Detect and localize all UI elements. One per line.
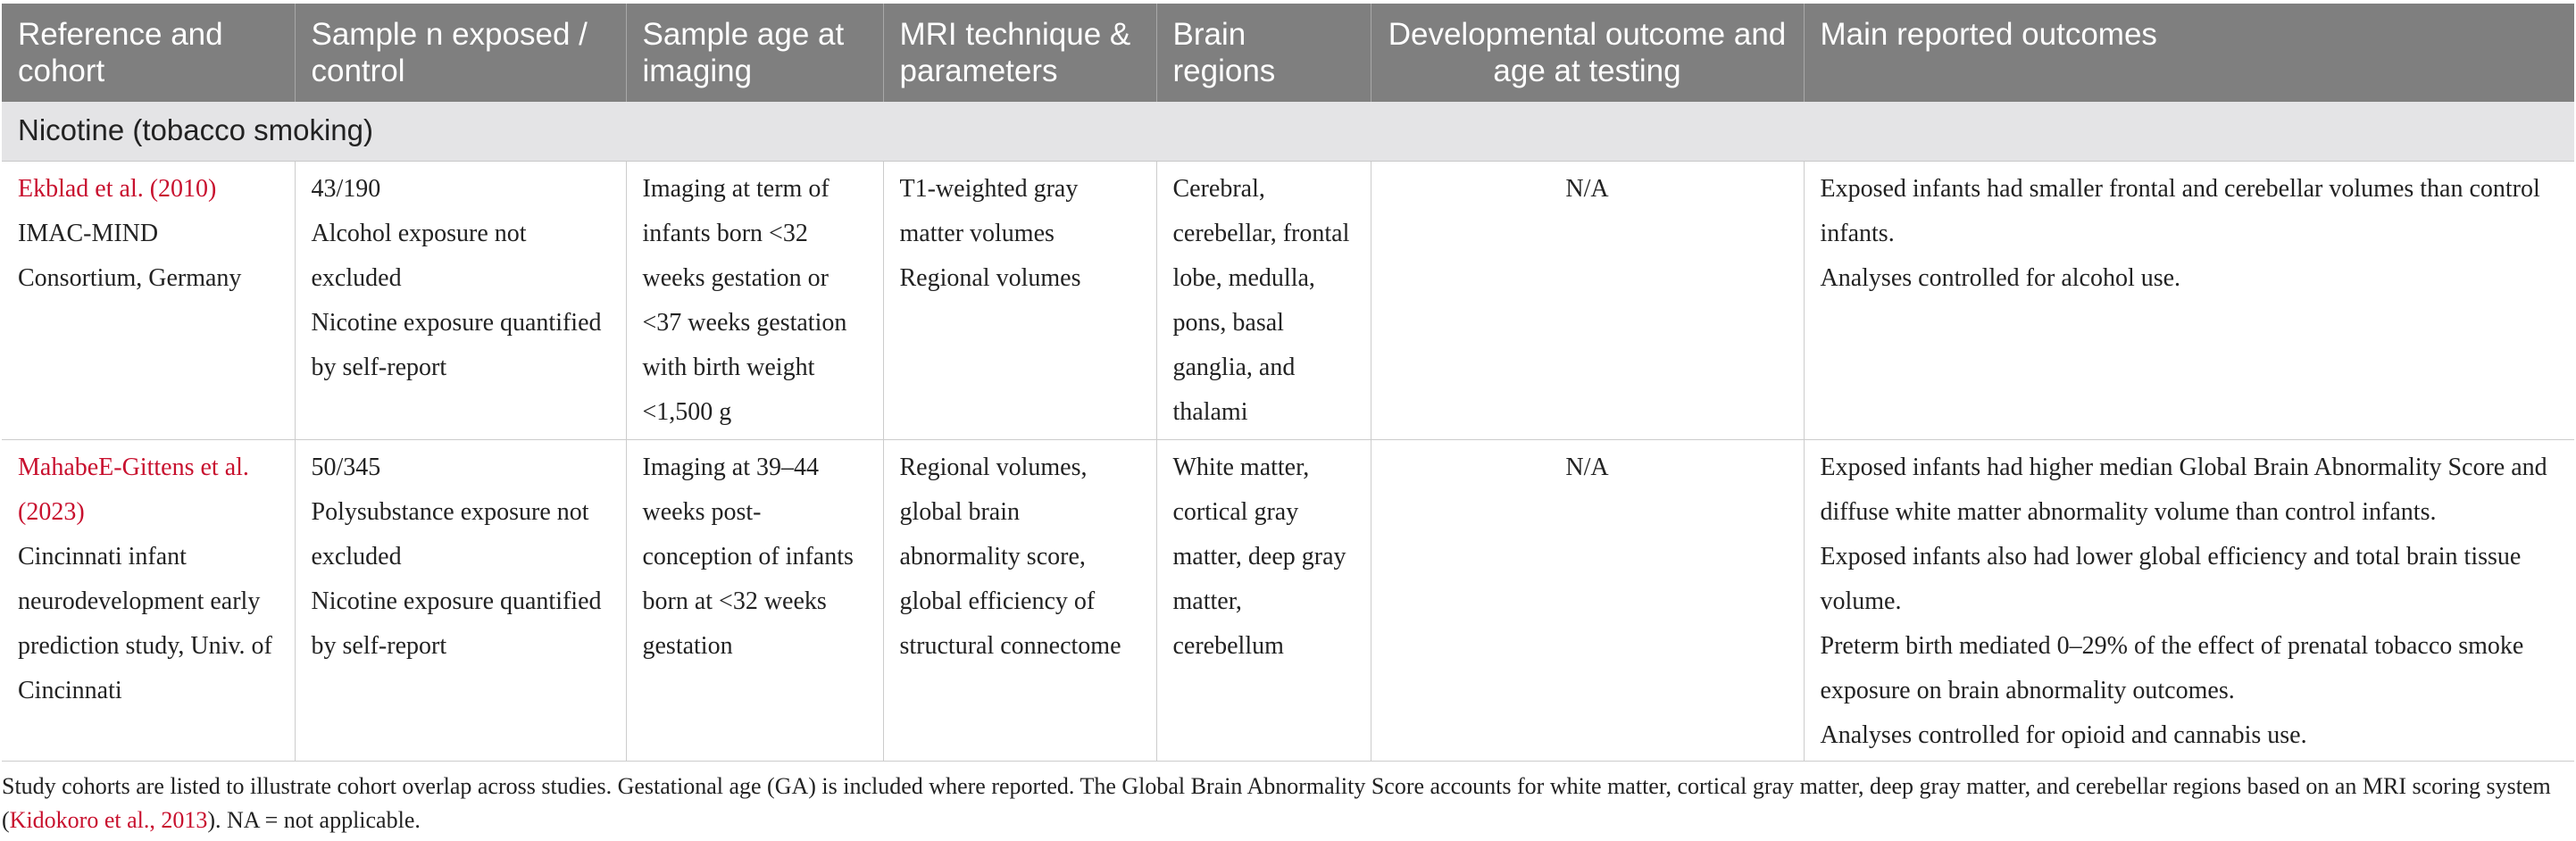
reference-link[interactable]: Ekblad et al. (2010) xyxy=(18,174,217,203)
section-row xyxy=(2,102,2574,161)
mri-line: Regional volumes xyxy=(899,263,1081,292)
column-header-reference: Reference and cohort xyxy=(2,4,295,102)
developmental-cell: N/A xyxy=(1371,161,1804,439)
column-header-outcomes: Main reported outcomes xyxy=(1804,4,2574,102)
sample-line: Nicotine exposure quantified by self-report xyxy=(311,308,602,381)
column-header-mri: MRI technique & parameters xyxy=(883,4,1156,102)
mri-line: T1-weighted gray matter volumes xyxy=(899,174,1079,247)
outcome-line: Preterm birth mediated 0–29% of the effect of prenatal tobacco smoke exposure on brain abnormality outcomes. xyxy=(1820,631,2524,704)
outcome-line: Analyses controlled for opioid and cannabis use. xyxy=(1820,720,2307,749)
sample-cell xyxy=(295,161,626,439)
header-row xyxy=(2,4,2574,102)
outcome-line: Exposed infants also had lower global efficiency and total brain tissue volume. xyxy=(1820,542,2522,615)
table-footnote xyxy=(2,770,2572,837)
outcome-line: Exposed infants had higher median Global Brain Abnormality Score and diffuse white matter abnormality volume than control infants. xyxy=(1820,453,2547,526)
column-header-developmental: Developmental outcome and age at testing xyxy=(1371,4,1804,102)
sample-line: Polysubstance exposure not excluded xyxy=(311,497,589,570)
reference-link[interactable]: MahabeE-Gittens et al. (2023) xyxy=(18,453,249,526)
column-header-regions: Brain regions xyxy=(1156,4,1371,102)
reference-cell xyxy=(2,439,295,761)
sample-cell xyxy=(295,439,626,761)
footnote-citation-link[interactable]: Kidokoro et al., 2013 xyxy=(9,807,208,833)
mri-cell xyxy=(883,439,1156,761)
table-row xyxy=(2,439,2574,761)
column-header-sample: Sample n exposed / control xyxy=(295,4,626,102)
mri-cell xyxy=(883,161,1156,439)
mri-line: Regional volumes, global brain abnormality score, global efficiency of structural connectome xyxy=(899,453,1121,660)
column-header-age: Sample age at imaging xyxy=(626,4,883,102)
outcomes-cell xyxy=(1804,439,2574,761)
outcome-line: Exposed infants had smaller frontal and cerebellar volumes than control infants. xyxy=(1820,174,2540,247)
section-title: Nicotine (tobacco smoking) xyxy=(2,102,2574,161)
footnote-text-after: ). NA = not applicable. xyxy=(207,807,421,833)
sample-line: Alcohol exposure not excluded xyxy=(311,219,527,292)
age-cell: Imaging at 39–44 weeks post-conception of infants born at <32 weeks gestation xyxy=(626,439,883,761)
outcomes-cell xyxy=(1804,161,2574,439)
cohort-text: IMAC-MIND Consortium, Germany xyxy=(18,219,242,292)
regions-cell: Cerebral, cerebellar, frontal lobe, medulla, pons, basal ganglia, and thalami xyxy=(1156,161,1371,439)
reference-cell xyxy=(2,161,295,439)
study-table xyxy=(2,4,2574,762)
cohort-text: Cincinnati infant neurodevelopment early prediction study, Univ. of Cincinnati xyxy=(18,542,272,704)
footnote-text-before: Study cohorts are listed to illustrate cohort overlap across studies. Gestational age (GA) is included where reported. The Global Brain Abnormality Score accounts for white matter, cortical gray matter, deep gray matter, and cerebellar regions based on an MRI scoring system ( xyxy=(2,773,2551,833)
sample-line: 50/345 xyxy=(311,453,381,481)
sample-line: Nicotine exposure quantified by self-report xyxy=(311,587,602,660)
developmental-cell: N/A xyxy=(1371,439,1804,761)
table-row xyxy=(2,161,2574,439)
sample-line: 43/190 xyxy=(311,174,381,203)
outcome-line: Analyses controlled for alcohol use. xyxy=(1820,263,2181,292)
age-cell: Imaging at term of infants born <32 weeks gestation or <37 weeks gestation with birth weight <1,500 g xyxy=(626,161,883,439)
regions-cell: White matter, cortical gray matter, deep gray matter, cerebellum xyxy=(1156,439,1371,761)
